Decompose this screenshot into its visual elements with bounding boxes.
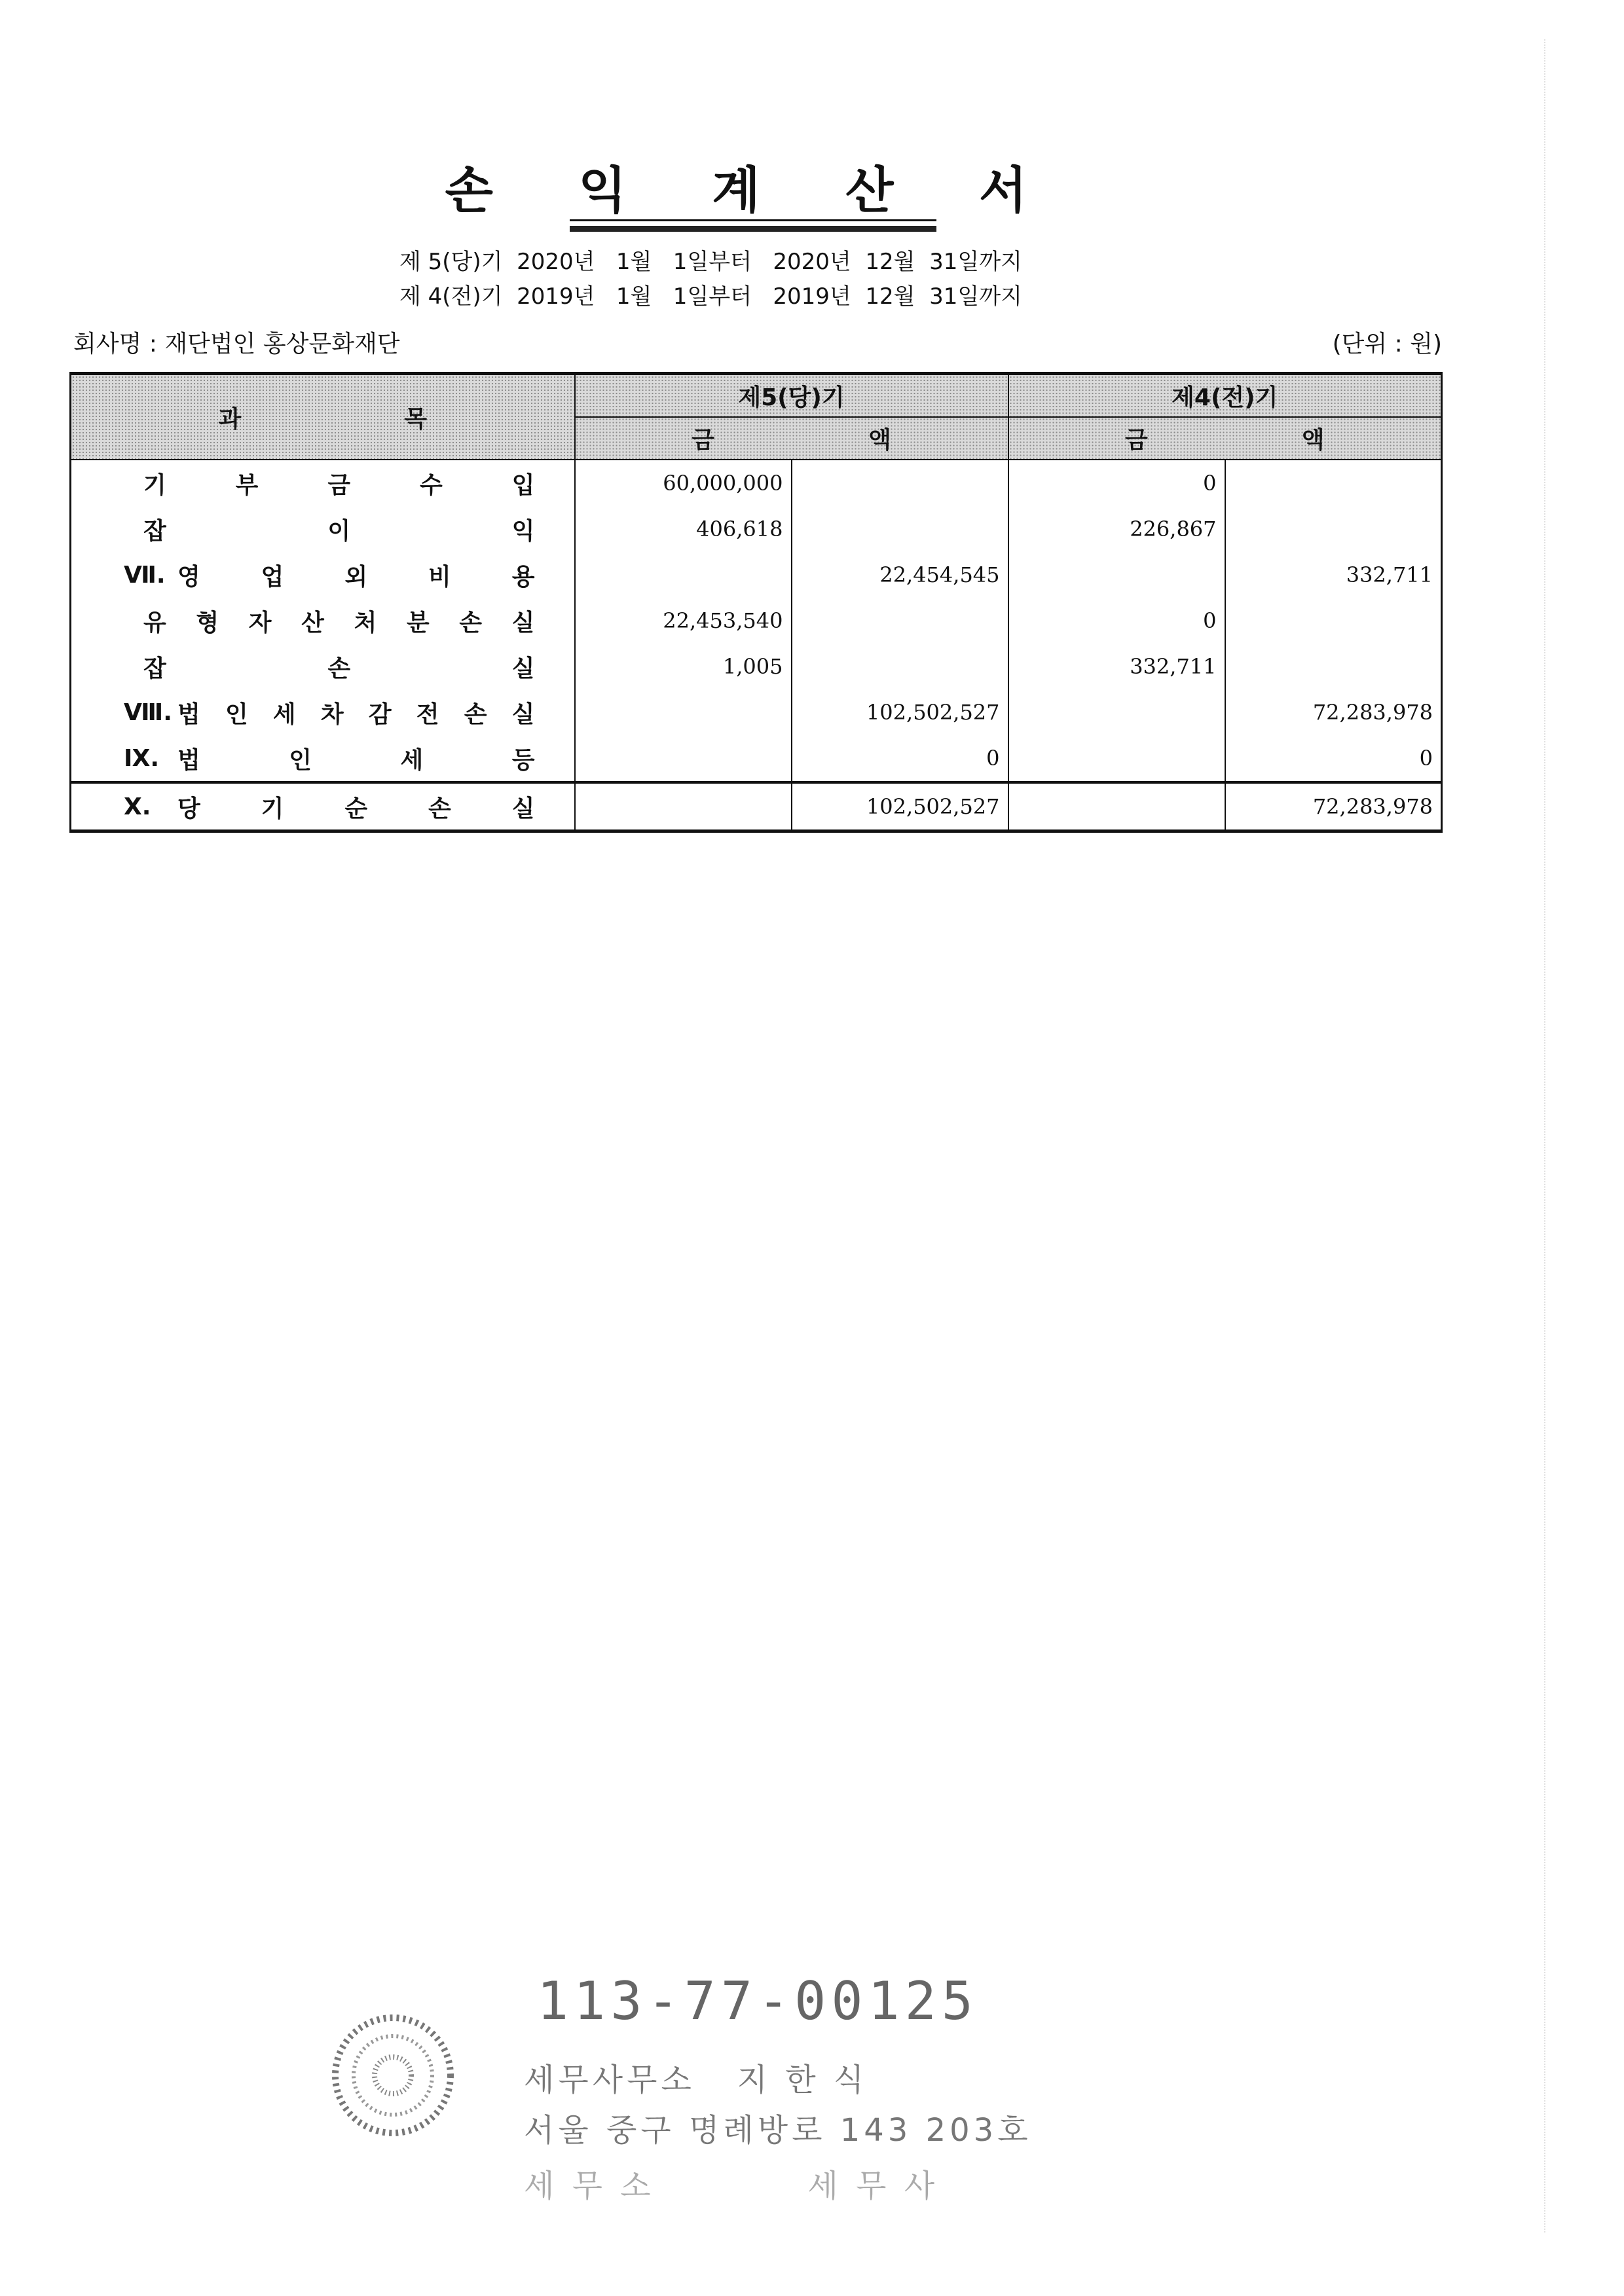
table-row <box>71 644 1442 689</box>
label-char: 세 <box>400 746 424 774</box>
label-char: 처 <box>354 609 377 636</box>
stamp-footer: 세 무 소 세 무 사 <box>524 2168 939 2204</box>
table-row <box>71 598 1442 644</box>
account-label <box>71 506 575 552</box>
label-char: 수 <box>420 471 443 499</box>
label-char: 실 <box>511 701 535 728</box>
label-char: 법 <box>177 701 200 728</box>
period-current: 제 5(당)기 2020년 1월 1일부터 2020년 12월 31일까지 <box>399 249 1022 275</box>
account-label <box>71 782 575 831</box>
document-title: 손 익 계 산 서 <box>445 161 1061 219</box>
label-char: 감 <box>368 701 392 728</box>
title-underline-thin <box>570 219 936 221</box>
table-row <box>71 735 1442 782</box>
amount-prev-total <box>1225 598 1442 644</box>
amount-cur-total: 0 <box>792 735 1008 782</box>
stamp-registration-number: 113-77-00125 <box>537 1971 978 2032</box>
table-row <box>71 689 1442 735</box>
label-char: 인 <box>225 701 248 728</box>
label-char: 실 <box>511 655 535 682</box>
amount-prev-detail: 226,867 <box>1008 506 1225 552</box>
label-char: 형 <box>196 609 219 636</box>
label-char: 기 <box>143 471 166 499</box>
roman-numeral: Ⅶ. <box>124 561 166 589</box>
label-char: 손 <box>464 701 487 728</box>
account-label <box>71 644 575 689</box>
amount-cur-detail <box>575 552 792 598</box>
amount-cur-detail <box>575 735 792 782</box>
scan-edge-artifact <box>1544 39 1545 2232</box>
amount-prev-total: 332,711 <box>1225 552 1442 598</box>
label-char: 외 <box>344 563 368 591</box>
amount-cur-detail: 60,000,000 <box>575 460 792 506</box>
roman-numeral: Ⅹ. <box>124 793 151 820</box>
amount-cur-detail: 1,005 <box>575 644 792 689</box>
account-label <box>71 460 575 506</box>
amount-prev-detail: 0 <box>1008 598 1225 644</box>
roman-numeral: Ⅸ. <box>124 744 160 772</box>
account-label <box>71 689 575 735</box>
label-char: 업 <box>261 563 284 591</box>
amount-cur-total: 102,502,527 <box>792 689 1008 735</box>
account-label <box>71 552 575 598</box>
label-char: 비 <box>428 563 451 591</box>
seal-stamp-icon <box>327 2010 458 2141</box>
amount-cur-detail <box>575 782 792 831</box>
amount-cur-total <box>792 644 1008 689</box>
label-char: 실 <box>511 795 535 822</box>
header-account: 과 목 <box>71 374 575 460</box>
label-char: 입 <box>511 471 535 499</box>
amount-prev-total: 0 <box>1225 735 1442 782</box>
table-row <box>71 552 1442 598</box>
amount-cur-detail <box>575 689 792 735</box>
roman-numeral: Ⅷ. <box>124 699 172 726</box>
amount-prev-detail <box>1008 689 1225 735</box>
label-char: 부 <box>235 471 259 499</box>
amount-prev-total <box>1225 644 1442 689</box>
amount-cur-total <box>792 598 1008 644</box>
label-char: 산 <box>301 609 324 636</box>
stamp-office-name: 세무사무소 지 한 식 <box>524 2062 868 2098</box>
label-char: 유 <box>143 609 166 636</box>
header-prior-period: 제4(전)기 <box>1008 374 1442 418</box>
label-char: 용 <box>511 563 535 591</box>
amount-prev-detail: 332,711 <box>1008 644 1225 689</box>
label-char: 이 <box>327 517 351 545</box>
label-char: 잡 <box>143 655 166 682</box>
label-char: 인 <box>289 746 312 774</box>
account-label <box>71 598 575 644</box>
label-char: 손 <box>459 609 483 636</box>
table-row <box>71 460 1442 506</box>
label-char: 법 <box>177 746 200 774</box>
amount-cur-detail: 22,453,540 <box>575 598 792 644</box>
table-row <box>71 782 1442 831</box>
label-char: 등 <box>511 746 535 774</box>
header-current-period: 제5(당)기 <box>575 374 1008 418</box>
company-name: 회사명 : 재단법인 홍상문화재단 <box>73 331 400 357</box>
amount-cur-total <box>792 460 1008 506</box>
label-char: 손 <box>327 655 351 682</box>
label-char: 실 <box>511 609 535 636</box>
income-statement-table <box>69 372 1443 833</box>
header-current-amount: 금 액 <box>575 417 1008 460</box>
label-char: 분 <box>406 609 430 636</box>
amount-prev-total <box>1225 460 1442 506</box>
label-char: 자 <box>248 609 272 636</box>
label-char: 당 <box>177 795 200 822</box>
label-char: 차 <box>320 701 344 728</box>
table-row <box>71 506 1442 552</box>
label-char: 손 <box>428 795 451 822</box>
amount-prev-detail <box>1008 735 1225 782</box>
stamp-address: 서울 중구 명례방로 143 203호 <box>524 2112 1032 2149</box>
account-label <box>71 735 575 782</box>
label-char: 영 <box>177 563 200 591</box>
amount-cur-detail: 406,618 <box>575 506 792 552</box>
amount-cur-total <box>792 506 1008 552</box>
amount-cur-total: 22,454,545 <box>792 552 1008 598</box>
amount-prev-detail: 0 <box>1008 460 1225 506</box>
label-char: 전 <box>416 701 439 728</box>
title-underline-thick <box>570 226 936 232</box>
header-prior-amount: 금 액 <box>1008 417 1442 460</box>
unit-label: (단위 : 원) <box>1332 331 1442 357</box>
amount-prev-total: 72,283,978 <box>1225 689 1442 735</box>
label-char: 금 <box>327 471 351 499</box>
amount-prev-detail <box>1008 552 1225 598</box>
period-prior: 제 4(전)기 2019년 1월 1일부터 2019년 12월 31일까지 <box>399 283 1022 310</box>
label-char: 세 <box>272 701 296 728</box>
amount-cur-total: 102,502,527 <box>792 782 1008 831</box>
label-char: 익 <box>511 517 535 545</box>
amount-prev-total <box>1225 506 1442 552</box>
label-char: 기 <box>261 795 284 822</box>
label-char: 순 <box>344 795 368 822</box>
label-char: 잡 <box>143 517 166 545</box>
amount-prev-detail <box>1008 782 1225 831</box>
amount-prev-total: 72,283,978 <box>1225 782 1442 831</box>
